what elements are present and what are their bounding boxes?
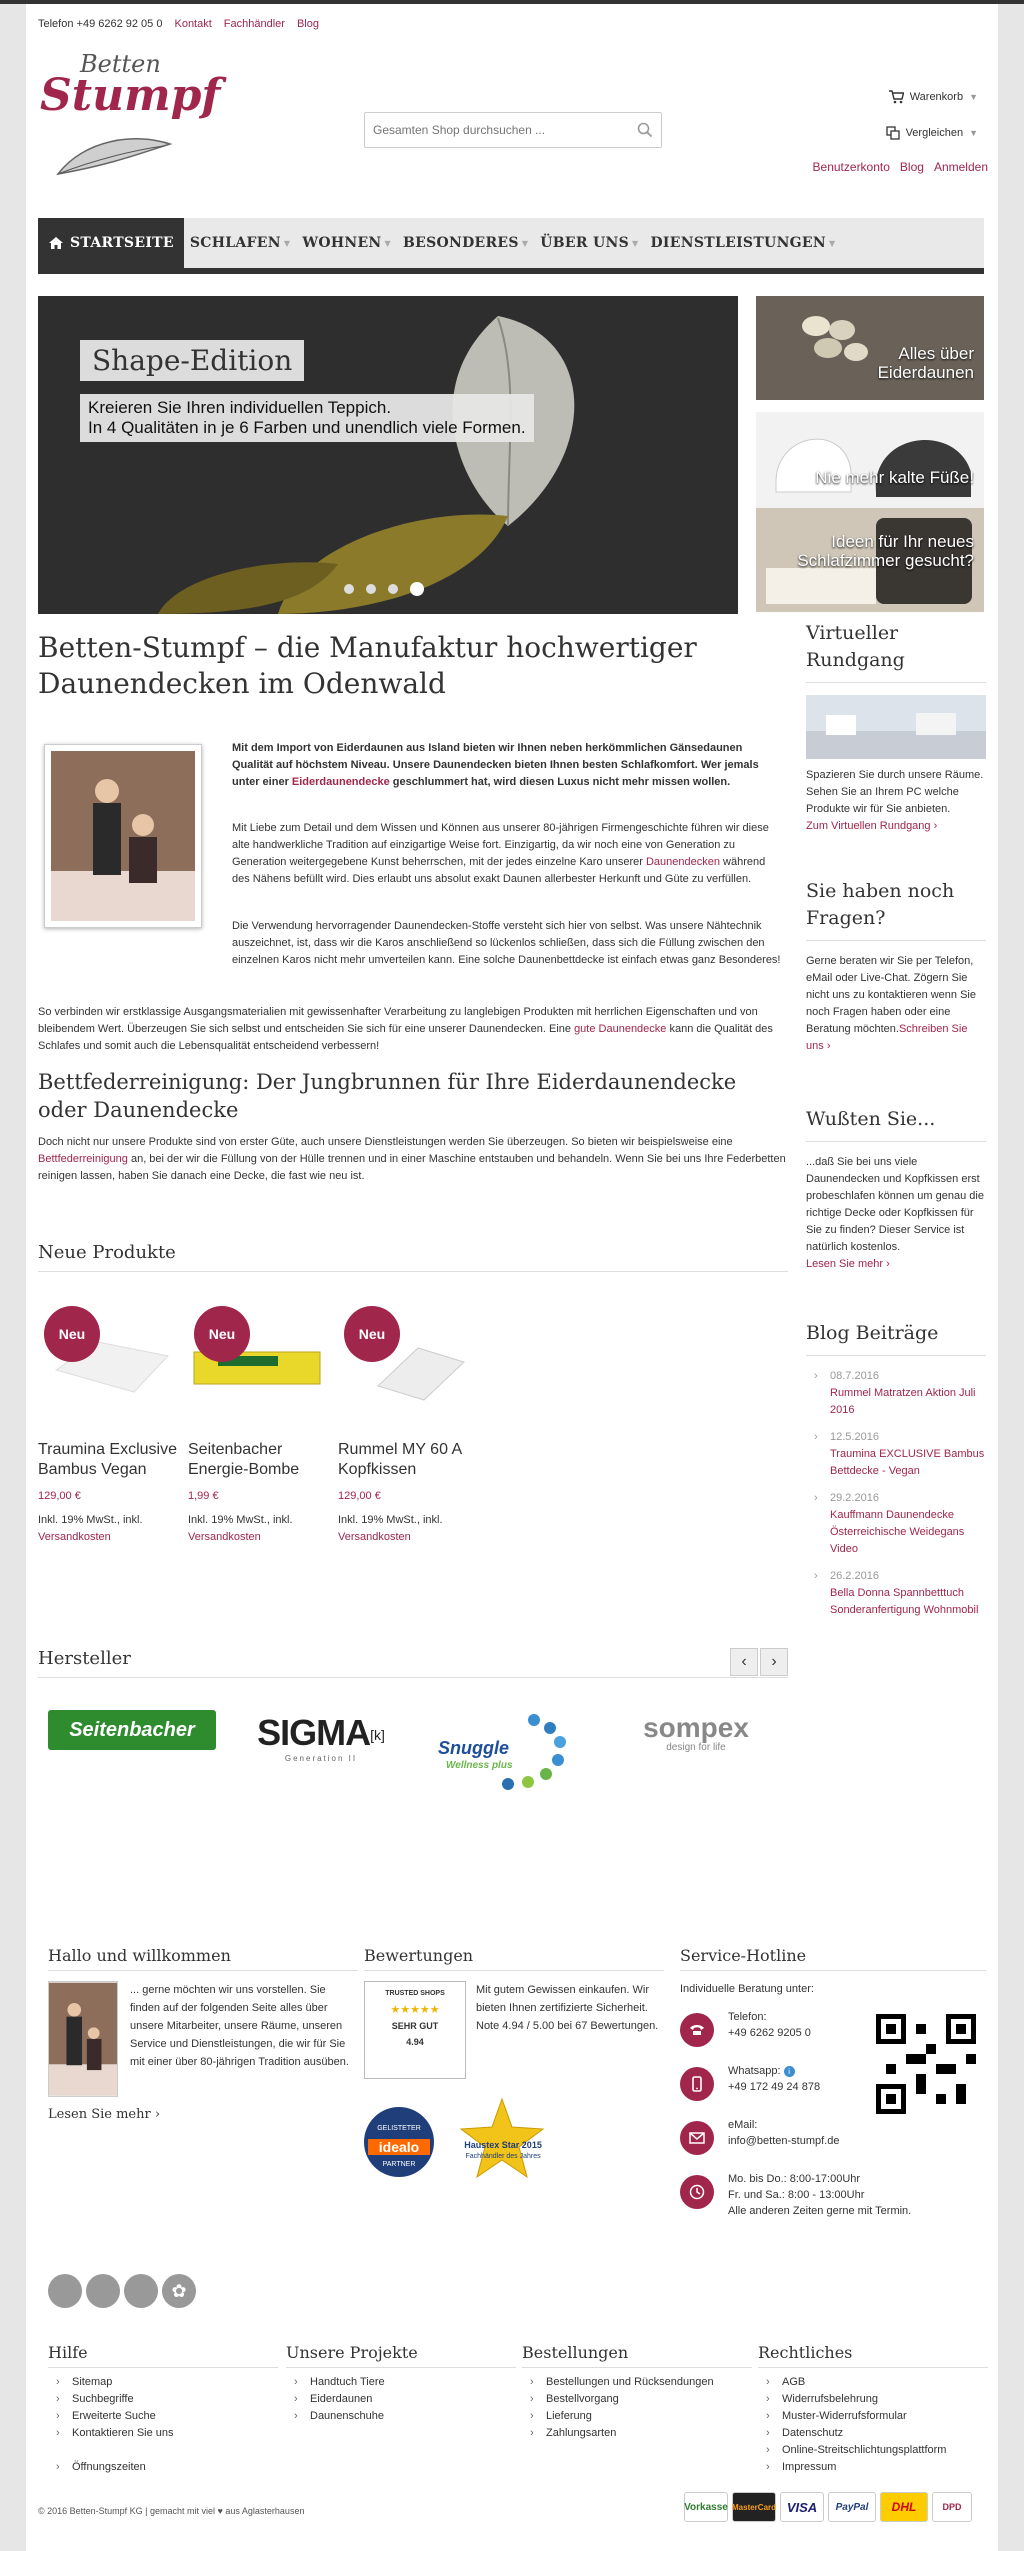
brand-name: sompex — [643, 1712, 749, 1743]
nav-ueber-uns[interactable] — [534, 218, 644, 268]
whatsapp-label-row — [728, 2063, 986, 2079]
blog-post[interactable] — [806, 1368, 986, 1419]
home-icon — [48, 236, 64, 250]
widget-head: TRUSTED SHOPS — [385, 1990, 445, 1997]
product-price: 129,00 € — [338, 1490, 381, 1502]
brand-sub: design for life — [666, 1742, 726, 1753]
nav-schlafen[interactable] — [184, 218, 296, 268]
bettfederreinigung-link[interactable]: Bettfederreinigung — [38, 1153, 128, 1165]
blog-post-title[interactable]: Bella Donna Spannbetttuch Sonderanfertigung Wohnmobil — [830, 1587, 979, 1616]
nav-schlafen-label: SCHLAFEN — [189, 235, 281, 251]
footer-link[interactable]: › Öffnungszeiten — [48, 2459, 278, 2476]
reviews-text: Mit gutem Gewissen einkaufen. Wir bieten Ihnen zertifizierte Sicherheit. — [476, 1984, 650, 2014]
cart-icon — [888, 90, 904, 104]
cleaning-paragraph — [38, 1134, 800, 1185]
footer-link[interactable]: › Eiderdaunen — [286, 2391, 516, 2408]
product-image[interactable] — [38, 1300, 178, 1410]
footer-link[interactable]: › AGB — [758, 2374, 988, 2391]
slide-subtitle-line2: In 4 Qualitäten in je 6 Farben und unendlich viele Formen. — [88, 418, 526, 437]
chevron-right-icon: › — [886, 1258, 890, 1270]
trusted-shops-widget[interactable] — [364, 1981, 466, 2079]
contact-hours — [680, 2171, 986, 2231]
product-price: 1,99 € — [188, 1490, 219, 1502]
promo-schlafzimmer-line1: Ideen für Ihr neues — [831, 532, 974, 551]
product-tax — [338, 1512, 478, 1546]
promo-eiderdaunen-line1: Alles über — [898, 344, 974, 363]
phone-value: +49 6262 9205 0 — [728, 2027, 811, 2039]
payment-dhl: DHL — [880, 2492, 928, 2522]
product-card[interactable] — [38, 1300, 178, 1546]
widget-rating: SEHR GUT — [391, 2021, 439, 2031]
brand-sup: [k] — [370, 1727, 385, 1743]
nav-besonderes-label: BESONDERES — [402, 235, 519, 251]
feather-icon — [54, 130, 174, 180]
mail-icon — [680, 2121, 714, 2155]
tax-text: Inkl. 19% MwSt., inkl. — [338, 1514, 443, 1526]
chevron-right-icon: › — [826, 1040, 831, 1052]
footer-welcome — [48, 1948, 358, 2123]
cart-button[interactable] — [886, 86, 978, 108]
contact-whatsapp[interactable] — [680, 2063, 986, 2111]
page-headline: Betten-Stumpf – die Manufaktur hochwertiger Daunendecken im Odenwald — [38, 631, 697, 700]
compare-icon — [886, 126, 900, 140]
copyright: © 2016 Betten-Stumpf KG | gemacht mit viel ♥ aus Aglasterhausen — [38, 2506, 305, 2516]
compare-button[interactable] — [886, 122, 978, 144]
haustex-bot: Fachhändler des Jahres — [465, 2153, 541, 2160]
slide-subtitle — [80, 394, 534, 442]
tradition-paragraph — [232, 820, 784, 888]
blog-post-date: › 12.5.2016 — [830, 1431, 879, 1443]
phone-icon — [680, 2013, 714, 2047]
chevron-down-icon: ▼ — [969, 92, 978, 102]
promo-eiderdaunen-line2: Eiderdaunen — [877, 363, 974, 382]
payment-vorkasse: Vorkasse — [684, 2492, 728, 2522]
brand-logo-sompex[interactable] — [626, 1712, 766, 1762]
chevron-right-icon: › — [154, 2107, 161, 2122]
header-tools — [886, 86, 978, 158]
chevron-down-icon: ▼ — [969, 128, 978, 138]
hero-slider[interactable] — [38, 296, 738, 614]
col-title: Hilfe — [48, 2344, 278, 2368]
blog-post-date: › 26.2.2016 — [830, 1570, 879, 1582]
nav-wohnen-label: WOHNEN — [302, 235, 382, 251]
col-title: Bestellungen — [522, 2344, 752, 2368]
footer-link[interactable]: › Erweiterte Suche — [48, 2408, 278, 2425]
welcome-link-label: Lesen Sie mehr — [48, 2107, 151, 2122]
payment-paypal: PayPal — [828, 2492, 876, 2522]
footer-link[interactable]: › Widerrufsbelehrung — [758, 2391, 988, 2408]
section-headline-cleaning: Bettfederreinigung: Der Jungbrunnen für Ihre Eiderdaunendecke oder Daunendecke — [38, 1070, 737, 1122]
email-value: info@betten-stumpf.de — [728, 2135, 840, 2147]
shipping-link[interactable]: Versandkosten — [338, 1531, 411, 1543]
brands-title: Hersteller — [38, 1648, 788, 1678]
col-title: Unsere Projekte — [286, 2344, 516, 2368]
footer-col-bestellungen — [522, 2344, 752, 2442]
product-image[interactable] — [338, 1300, 478, 1410]
brand-name: Snuggle — [438, 1738, 509, 1758]
footer-col-hilfe — [48, 2344, 278, 2476]
compare-label: Vergleichen — [905, 127, 964, 139]
sidebar-blog — [806, 1320, 986, 1629]
nav-dienstleistungen-label: DIENSTLEISTUNGEN — [650, 235, 826, 251]
hotline-intro: Individuelle Beratung unter: — [680, 1983, 814, 1995]
promo-schlafzimmer-line2: Schlafzimmer gesucht? — [797, 551, 974, 570]
questions-body: Gerne beraten wir Sie per Telefon, eMail oder Live-Chat. Zögern Sie nicht uns zu kontaktieren wenn Sie noch Fragen haben oder eine Beratung möchten. — [806, 955, 976, 1035]
pinterest-icon[interactable]: ✿ — [162, 2274, 196, 2308]
new-products-title: Neue Produkte — [38, 1242, 788, 1272]
tax-text: Inkl. 19% MwSt., inkl. — [38, 1514, 143, 1526]
whatsapp-value: +49 172 49 24 878 — [728, 2081, 821, 2093]
account-link[interactable]: Benutzerkonto — [812, 160, 890, 174]
quality-text-b: kann die Qualität des Schlafes und somit auch die Lebensqualität entscheidend verbessern! — [38, 1023, 773, 1052]
haustex-star-badge[interactable] — [451, 2097, 555, 2181]
widget-score: 4.94 — [406, 2037, 424, 2047]
logo[interactable] — [40, 50, 221, 185]
payment-mastercard: MasterCard — [732, 2492, 776, 2522]
tour-text: Spazieren Sie durch unsere Räume. Sehen Sie an Ihrem PC welche Produkte wir für Sie anbieten. — [806, 769, 984, 815]
product-name[interactable]: Seitenbacher Energie-Bombe — [188, 1441, 300, 1478]
facebook-icon[interactable] — [48, 2274, 82, 2308]
product-tax — [188, 1512, 328, 1546]
product-name[interactable]: Rummel MY 60 A Kopfkissen — [338, 1441, 462, 1478]
nav-home-label: STARTSEITE — [70, 235, 174, 251]
slider-dot[interactable] — [388, 584, 398, 594]
login-link[interactable]: Anmelden — [933, 160, 988, 174]
promo-slippers[interactable] — [756, 412, 984, 516]
blog-post[interactable] — [806, 1429, 986, 1480]
search-icon[interactable] — [637, 122, 653, 141]
footer-link[interactable]: › Muster-Widerrufsformular — [758, 2408, 988, 2425]
slider-dot-active[interactable] — [410, 582, 424, 596]
clock-icon — [680, 2175, 714, 2209]
owners-thumbnail — [48, 1981, 118, 2097]
blog-header-link[interactable]: Blog — [899, 160, 924, 174]
owners-photo — [44, 744, 202, 928]
brand-sub: Wellness plus — [446, 1760, 513, 1771]
tour-link-label: Zum Virtuellen Rundgang — [806, 820, 931, 832]
cleaning-text-b: an, bei der wir die Füllung von der Hülle trennen und in einer Maschine entstauben und behandeln. Wenn Sie bei uns Ihre Federbetten reinigen lassen, haben Sie danach eine Decke, die fast wie neu ist. — [38, 1153, 786, 1182]
reviews-score: Note 4.94 / 5.00 bei 67 Bewertungen. — [476, 2020, 659, 2032]
footer-link[interactable]: › Datenschutz — [758, 2425, 988, 2442]
shipping-link[interactable]: Versandkosten — [188, 1531, 261, 1543]
contact-link[interactable]: Kontakt — [174, 18, 212, 30]
new-badge: Neu — [44, 1306, 100, 1362]
welcome-link[interactable] — [48, 2107, 358, 2123]
slider-dot[interactable] — [344, 584, 354, 594]
hours-line3: Alle anderen Zeiten gerne mit Termin. — [728, 2205, 912, 2217]
product-image[interactable] — [188, 1300, 328, 1410]
cart-label: Warenkorb — [909, 91, 964, 103]
slide-title: Shape-Edition — [80, 340, 304, 381]
chevron-down-icon: ▼ — [829, 238, 836, 248]
footer-reviews — [364, 1948, 664, 2181]
idealo-bot: PARTNER — [382, 2161, 416, 2168]
blog-post[interactable] — [806, 1490, 986, 1558]
facts-text: ...daß Sie bei uns viele Daunendecken und Kopfkissen erst probeschlafen können um genau die richtige Decke oder Kopfkissen für Sie zu finden? Dieser Service ist natürlich kostenlos. — [806, 1156, 984, 1253]
footer-link[interactable]: › Bestellvorgang — [522, 2391, 752, 2408]
panorama-image[interactable] — [806, 695, 986, 759]
chevron-down-icon: ▼ — [384, 238, 391, 248]
facts-title: Wußten Sie... — [806, 1106, 986, 1142]
cleaning-text-a: Doch nicht nur unsere Produkte sind von erster Güte, auch unsere Dienstleistungen werden Sie überzeugen. So bieten wir beispielsweise eine — [38, 1136, 733, 1148]
footer-link[interactable]: › Bestellungen und Rücksendungen — [522, 2374, 752, 2391]
top-links — [38, 18, 319, 30]
footer-link[interactable]: › Zahlungsarten — [522, 2425, 752, 2442]
footer-link[interactable]: › Handtuch Tiere — [286, 2374, 516, 2391]
tradition-text-a: Mit Liebe zum Detail und dem Wissen und Können aus unserer 80-jährigen Firmengeschichte führen wir diese alte handwerkliche Tradition auf einzigartige Weise fort. Einzigartig, da wir noch eine von Generation zu Generation weitergegebene Kunst beherrschen, mit der jedes einzelne Karo unserer — [232, 822, 769, 868]
account-links — [813, 160, 988, 174]
gute-daunendecke-link[interactable]: gute Daunendecke — [574, 1023, 667, 1035]
fabric-paragraph: Die Verwendung hervorragender Daunendecken-Stoffe versteht sich hier von selbst. Was unsere Nähtechnik auszeichnet, ist, dass wir die Karos anschließend so lückenlos schließen, dass sich die Füllung zwischen den einzelnen Karos nicht mehr umverteilen kann. Eine solche Daunenbettdecke ist einfach etwas ganz Besonderes! — [232, 920, 781, 966]
phone-number: Telefon +49 6262 92 05 0 — [38, 18, 163, 30]
brand-logo-sigma[interactable] — [246, 1712, 396, 1772]
payment-visa: VISA — [780, 2492, 824, 2522]
slider-dot[interactable] — [366, 584, 376, 594]
payment-dpd: DPD — [932, 2492, 972, 2522]
chevron-down-icon: ▼ — [521, 238, 529, 248]
tax-text: Inkl. 19% MwSt., inkl. — [188, 1514, 293, 1526]
star-rating-icon: ★★★★★ — [390, 2004, 440, 2016]
footer-col-rechtliches — [758, 2344, 988, 2476]
whatsapp-label: Whatsapp: — [728, 2065, 781, 2077]
brand-name: Seitenbacher — [69, 1718, 195, 1741]
owners-image — [51, 751, 195, 921]
slider-pagination — [344, 582, 424, 596]
col-title: Rechtliches — [758, 2344, 988, 2368]
promo-eiderdaunen[interactable] — [756, 296, 984, 400]
blog-post-title[interactable]: Kauffmann Daunendecke Österreichische Weidegans Video — [830, 1509, 965, 1555]
product-name[interactable]: Traumina Exclusive Bambus Vegan — [38, 1441, 178, 1478]
idealo-badge[interactable] — [364, 2107, 434, 2177]
tour-link[interactable] — [806, 820, 937, 832]
footer-link[interactable]: › Lieferung — [522, 2408, 752, 2425]
hotline-title: Service-Hotline — [680, 1948, 986, 1971]
search-input[interactable] — [365, 113, 615, 147]
social-links — [48, 2274, 196, 2308]
idealo-mid: idealo — [368, 2139, 430, 2155]
sidebar-tour — [806, 620, 986, 835]
blog-top-link[interactable]: Blog — [296, 18, 319, 30]
footer-hotline — [680, 1948, 986, 2237]
nav-ueber-uns-label: ÜBER UNS — [540, 235, 630, 251]
blog-title: Blog Beiträge — [806, 1320, 986, 1356]
mobile-icon — [680, 2067, 714, 2101]
page — [26, 4, 998, 2551]
brand-logo-seitenbacher[interactable] — [48, 1710, 216, 1750]
promo-schlafzimmer[interactable] — [756, 508, 984, 612]
footer-link[interactable]: › Online-Streitschlichtungsplattform — [758, 2442, 988, 2459]
intro-text-b: geschlummert hat, wird diesen Luxus nicht mehr missen wollen. — [389, 776, 731, 788]
nav-home[interactable] — [38, 218, 184, 268]
search-box — [364, 112, 662, 148]
footer-link[interactable]: › Impressum — [758, 2459, 988, 2476]
promo-slippers-caption: Nie mehr kalte Füße! — [815, 468, 974, 487]
welcome-title: Hallo und willkommen — [48, 1948, 358, 1971]
facts-link[interactable] — [806, 1258, 890, 1270]
googleplus-icon[interactable] — [124, 2274, 158, 2308]
sidebar-facts — [806, 1106, 986, 1273]
daunendecken-link[interactable]: Daunendecken — [645, 856, 720, 868]
info-icon[interactable]: i — [784, 2066, 795, 2077]
quality-paragraph — [38, 1004, 800, 1055]
new-badge: Neu — [194, 1306, 250, 1362]
footer-link[interactable]: › Daunenschuhe — [286, 2408, 516, 2425]
footer-col-projekte — [286, 2344, 516, 2425]
chevron-left-icon[interactable]: ‹ — [730, 1648, 758, 1676]
new-badge: Neu — [344, 1306, 400, 1362]
brand-name: SIGMA — [257, 1712, 371, 1753]
brand-sub: Generation II — [284, 1754, 358, 1763]
idealo-top: GELISTETER — [377, 2125, 421, 2132]
chevron-down-icon: ▼ — [283, 238, 291, 248]
intro-paragraph — [232, 740, 784, 791]
shipping-link[interactable]: Versandkosten — [38, 1531, 111, 1543]
footer-link[interactable]: › Kontaktieren Sie uns — [48, 2425, 278, 2442]
blog-post-date: › 08.7.2016 — [830, 1370, 879, 1382]
tradition-text-b: während des Nähens befüllt wird. Dies erlaubt uns absolut exakt Daunen allerbester Herkunft und Güte zu verfüllen. — [232, 856, 766, 885]
phone-label: Telefon: — [728, 2011, 767, 2023]
nav-besonderes[interactable] — [397, 218, 534, 268]
nav-wohnen[interactable] — [296, 218, 397, 268]
main-navigation — [38, 218, 984, 274]
quality-text-a: So verbinden wir erstklassige Ausgangsmaterialien mit gewissenhafter Verarbeitung zu langlebigen Produkten mit herrlichen Eigenschaften und von bleibendem Wert. Überzeugen Sie sich selbst und entscheiden Sie sich für eine unserer Daunendecken. Eine — [38, 1006, 758, 1035]
blog-post-date: › 29.2.2016 — [830, 1492, 879, 1504]
brand-logo-snuggle[interactable] — [438, 1710, 588, 1800]
footer-link[interactable]: › Sitemap — [48, 2374, 278, 2391]
questions-text — [806, 953, 986, 1055]
email-label: eMail: — [728, 2119, 758, 2131]
haustex-top: Haustex Star 2015 — [464, 2140, 542, 2150]
product-price: 129,00 € — [38, 1490, 81, 1502]
blog-post-title[interactable]: Rummel Matratzen Aktion Juli 2016 — [830, 1387, 976, 1416]
logo-text-betten: Betten — [80, 50, 161, 78]
chevron-down-icon: ▼ — [632, 238, 639, 248]
logo-text-stumpf: Stumpf — [40, 70, 221, 121]
product-card[interactable] — [188, 1300, 328, 1546]
write-us-link[interactable]: Schreiben Sie uns — [806, 1023, 968, 1052]
slide-subtitle-line1: Kreieren Sie Ihren individuellen Teppich. — [88, 398, 392, 417]
intro-text-a: Mit dem Import von Eiderdaunen aus Island bieten wir Ihnen neben herkömmlichen Gänsedaunen Qualität auf höchstem Niveau. Unsere Daunendecken bieten Ihnen besten Schlafkomfort. Wer jemals unter einer — [232, 742, 759, 788]
twitter-icon[interactable] — [86, 2274, 120, 2308]
promo-schlafzimmer-caption — [797, 532, 974, 570]
questions-title: Sie haben noch Fragen? — [806, 878, 986, 941]
dealer-link[interactable]: Fachhändler — [223, 18, 285, 30]
footer-link[interactable]: › Suchbegriffe — [48, 2391, 278, 2408]
slippers-image — [756, 412, 984, 516]
blog-post-title[interactable]: Traumina EXCLUSIVE Bambus Bettdecke - Vegan — [830, 1448, 985, 1477]
nav-dienstleistungen[interactable] — [644, 218, 841, 268]
contact-phone[interactable] — [680, 2009, 986, 2057]
reviews-title: Bewertungen — [364, 1948, 664, 1971]
chevron-right-icon[interactable]: › — [760, 1648, 788, 1676]
product-tax — [38, 1512, 178, 1546]
promo-eiderdaunen-caption — [878, 344, 974, 382]
product-card[interactable] — [338, 1300, 478, 1546]
blog-post[interactable] — [806, 1568, 986, 1619]
brands-carousel-controls — [730, 1648, 788, 1676]
facts-link-label: Lesen Sie mehr — [806, 1258, 884, 1270]
hours-line1: Mo. bis Do.: 8:00-17:00Uhr — [728, 2173, 861, 2185]
hours-line2: Fr. und Sa.: 8:00 - 13:00Uhr — [728, 2189, 865, 2201]
tour-title: Virtueller Rundgang — [806, 620, 986, 683]
welcome-text: ... gerne möchten wir uns vorstellen. Sie finden auf der folgenden Seite alles über unsere Mitarbeiter, unsere Räume, unseren Service und Dienstleistungen, die wir für Sie mit einer über 80-jährigen Tradition ausüben. — [130, 1984, 349, 2068]
chevron-right-icon: › — [933, 820, 938, 832]
sidebar-questions — [806, 878, 986, 1055]
contact-email[interactable] — [680, 2117, 986, 2165]
eiderdaunendecke-link[interactable]: Eiderdaunendecke — [291, 776, 390, 788]
